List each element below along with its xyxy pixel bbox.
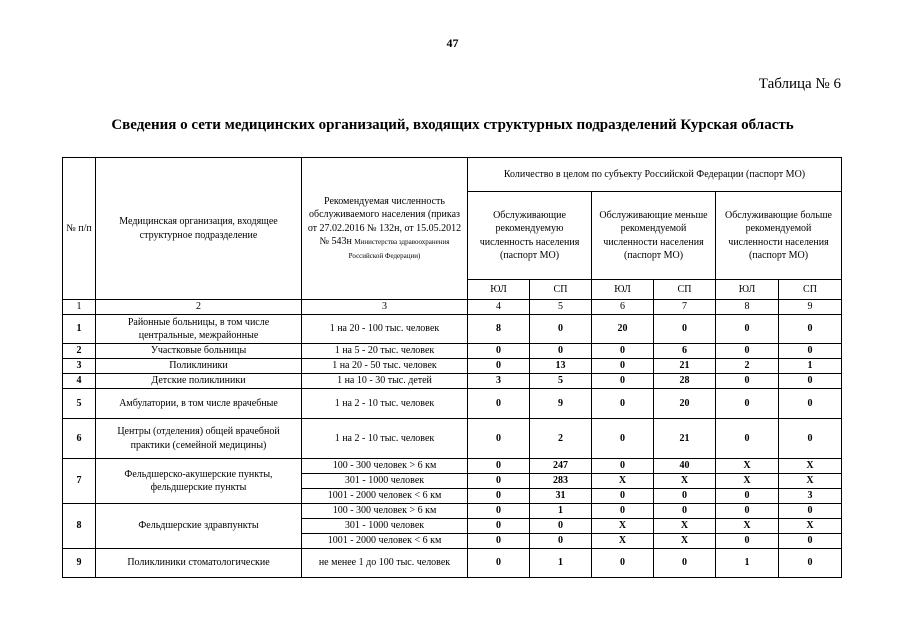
table-row (63, 549, 842, 578)
value-cell: 1 (530, 504, 592, 519)
header-group-less: Обслуживающие меньше рекомендуемой численности населения (паспорт МО) (592, 192, 716, 280)
row-org: Поликлиники стоматологические (96, 549, 302, 578)
value-cell: 1 (530, 549, 592, 578)
value-cell: 0 (716, 374, 779, 389)
value-cell: 0 (468, 419, 530, 459)
row-number: 2 (63, 344, 96, 359)
col-num-cell: 4 (468, 300, 530, 315)
value-cell: Х (592, 474, 654, 489)
value-cell: Х (779, 519, 842, 534)
value-cell: 247 (530, 459, 592, 474)
value-cell: 0 (779, 549, 842, 578)
table-row (63, 374, 842, 389)
row-number: 6 (63, 419, 96, 459)
value-cell: Х (592, 519, 654, 534)
row-pop: не менее 1 до 100 тыс. человек (302, 549, 468, 578)
value-cell: 0 (592, 344, 654, 359)
value-cell: Х (716, 459, 779, 474)
page-number: 47 (446, 36, 459, 50)
value-cell: Х (779, 474, 842, 489)
value-cell: 3 (468, 374, 530, 389)
value-cell: Х (592, 534, 654, 549)
value-cell: 0 (654, 504, 716, 519)
row-pop: 1 на 20 - 50 тыс. человек (302, 359, 468, 374)
col-num-cell: 5 (530, 300, 592, 315)
row-pop: 1 на 5 - 20 тыс. человек (302, 344, 468, 359)
value-cell: 0 (779, 534, 842, 549)
row-pop: 1001 - 2000 человек < 6 км (302, 534, 468, 549)
value-cell: 0 (468, 534, 530, 549)
header-sp-2: СП (654, 280, 716, 300)
value-cell: 0 (779, 419, 842, 459)
value-cell: 1 (779, 359, 842, 374)
value-cell: 0 (716, 344, 779, 359)
value-cell: 0 (530, 315, 592, 344)
row-number: 9 (63, 549, 96, 578)
row-org: Фельдшерские здравпункты (96, 504, 302, 549)
table-row (63, 459, 842, 474)
value-cell: 0 (468, 344, 530, 359)
row-org: Поликлиники (96, 359, 302, 374)
row-org: Районные больницы, в том числе центральные, межрайонные (96, 315, 302, 344)
row-pop: 301 - 1000 человек (302, 519, 468, 534)
value-cell: 0 (468, 459, 530, 474)
value-cell: 0 (468, 489, 530, 504)
header-row-1 (63, 158, 842, 192)
value-cell: 0 (592, 504, 654, 519)
row-pop: 301 - 1000 человек (302, 474, 468, 489)
value-cell: 0 (468, 549, 530, 578)
header-total: Количество в целом по субъекту Российской Федерации (паспорт МО) (468, 158, 842, 192)
header-sp-3: СП (779, 280, 842, 300)
value-cell: 0 (592, 374, 654, 389)
column-number-row (63, 300, 842, 315)
value-cell: Х (779, 459, 842, 474)
value-cell: 0 (592, 459, 654, 474)
row-pop: 1 на 2 - 10 тыс. человек (302, 389, 468, 419)
table-row (63, 359, 842, 374)
row-org: Детские поликлиники (96, 374, 302, 389)
value-cell: 0 (716, 504, 779, 519)
value-cell: 20 (654, 389, 716, 419)
value-cell: 0 (716, 315, 779, 344)
value-cell: 28 (654, 374, 716, 389)
row-pop: 1 на 2 - 10 тыс. человек (302, 419, 468, 459)
row-number: 8 (63, 504, 96, 549)
header-group-recommended: Обслуживающие рекомендуемую численность населения (паспорт МО) (468, 192, 592, 280)
table-label: Таблица № 6 (758, 76, 841, 92)
value-cell: 0 (468, 519, 530, 534)
row-org: Фельдшерско-акушерские пункты, фельдшерские пункты (96, 459, 302, 504)
header-pop-small: Министерства здравоохранения Российской Федерации) (348, 238, 450, 260)
table-row (63, 315, 842, 344)
value-cell: 0 (779, 504, 842, 519)
row-number: 5 (63, 389, 96, 419)
header-org-text: Медицинская организация, входящее структурное подразделение (119, 216, 278, 241)
header-num: № п/п (63, 158, 96, 300)
row-pop: 1001 - 2000 человек < 6 км (302, 489, 468, 504)
value-cell: Х (654, 519, 716, 534)
header-yl-1: ЮЛ (468, 280, 530, 300)
row-org: Центры (отделения) общей врачебной практики (семейной медицины) (96, 419, 302, 459)
value-cell: Х (654, 534, 716, 549)
value-cell: 0 (654, 549, 716, 578)
value-cell: 6 (654, 344, 716, 359)
row-number: 7 (63, 459, 96, 504)
value-cell: 9 (530, 389, 592, 419)
value-cell: 0 (530, 519, 592, 534)
row-pop: 100 - 300 человек > 6 км (302, 459, 468, 474)
value-cell: 2 (716, 359, 779, 374)
value-cell: 0 (716, 389, 779, 419)
row-pop: 100 - 300 человек > 6 км (302, 504, 468, 519)
value-cell: 0 (468, 389, 530, 419)
value-cell: 31 (530, 489, 592, 504)
row-pop: 1 на 20 - 100 тыс. человек (302, 315, 468, 344)
col-num-cell: 8 (716, 300, 779, 315)
document-title: Сведения о сети медицинских организаций, входящих структурных подразделений Курская область (111, 117, 794, 133)
value-cell: 13 (530, 359, 592, 374)
value-cell: 0 (779, 315, 842, 344)
row-number: 4 (63, 374, 96, 389)
value-cell: Х (716, 519, 779, 534)
value-cell: 0 (654, 489, 716, 504)
value-cell: 5 (530, 374, 592, 389)
value-cell: 0 (530, 534, 592, 549)
value-cell: 0 (716, 489, 779, 504)
value-cell: 0 (468, 474, 530, 489)
value-cell: 0 (779, 344, 842, 359)
header-sp-1: СП (530, 280, 592, 300)
value-cell: 21 (654, 419, 716, 459)
header-org (96, 158, 302, 300)
value-cell: 0 (592, 419, 654, 459)
value-cell: 0 (468, 359, 530, 374)
organizations-table (62, 157, 842, 578)
row-org: Участковые больницы (96, 344, 302, 359)
value-cell: 0 (716, 419, 779, 459)
value-cell: 3 (779, 489, 842, 504)
value-cell: 0 (779, 374, 842, 389)
value-cell: 0 (592, 389, 654, 419)
row-number: 3 (63, 359, 96, 374)
table-row (63, 504, 842, 519)
value-cell: 40 (654, 459, 716, 474)
value-cell: 0 (779, 389, 842, 419)
value-cell: Х (716, 474, 779, 489)
value-cell: 0 (592, 489, 654, 504)
value-cell: 21 (654, 359, 716, 374)
row-org: Амбулатории, в том числе врачебные (96, 389, 302, 419)
value-cell: 0 (468, 504, 530, 519)
value-cell: Х (654, 474, 716, 489)
value-cell: 1 (716, 549, 779, 578)
header-yl-3: ЮЛ (716, 280, 779, 300)
value-cell: 0 (654, 315, 716, 344)
table-row (63, 344, 842, 359)
col-num-cell: 6 (592, 300, 654, 315)
value-cell: 0 (716, 534, 779, 549)
header-yl-2: ЮЛ (592, 280, 654, 300)
table-row (63, 419, 842, 459)
col-num-cell: 3 (302, 300, 468, 315)
col-num-cell: 7 (654, 300, 716, 315)
value-cell: 20 (592, 315, 654, 344)
header-pop-main: Рекомендуемая численность обслуживаемого населения (приказ от 27.02.2016 № 132н, от 15.05.2012 № 543н (307, 195, 462, 248)
value-cell: 8 (468, 315, 530, 344)
header-group-more: Обслуживающие больше рекомендуемой численности населения (паспорт МО) (716, 192, 842, 280)
col-num-cell: 9 (779, 300, 842, 315)
col-num-cell: 1 (63, 300, 96, 315)
col-num-cell: 2 (96, 300, 302, 315)
value-cell: 0 (530, 344, 592, 359)
value-cell: 2 (530, 419, 592, 459)
row-number: 1 (63, 315, 96, 344)
value-cell: 0 (592, 359, 654, 374)
value-cell: 283 (530, 474, 592, 489)
table-row (63, 389, 842, 419)
value-cell: 0 (592, 549, 654, 578)
row-pop: 1 на 10 - 30 тыс. детей (302, 374, 468, 389)
header-pop (302, 158, 468, 300)
